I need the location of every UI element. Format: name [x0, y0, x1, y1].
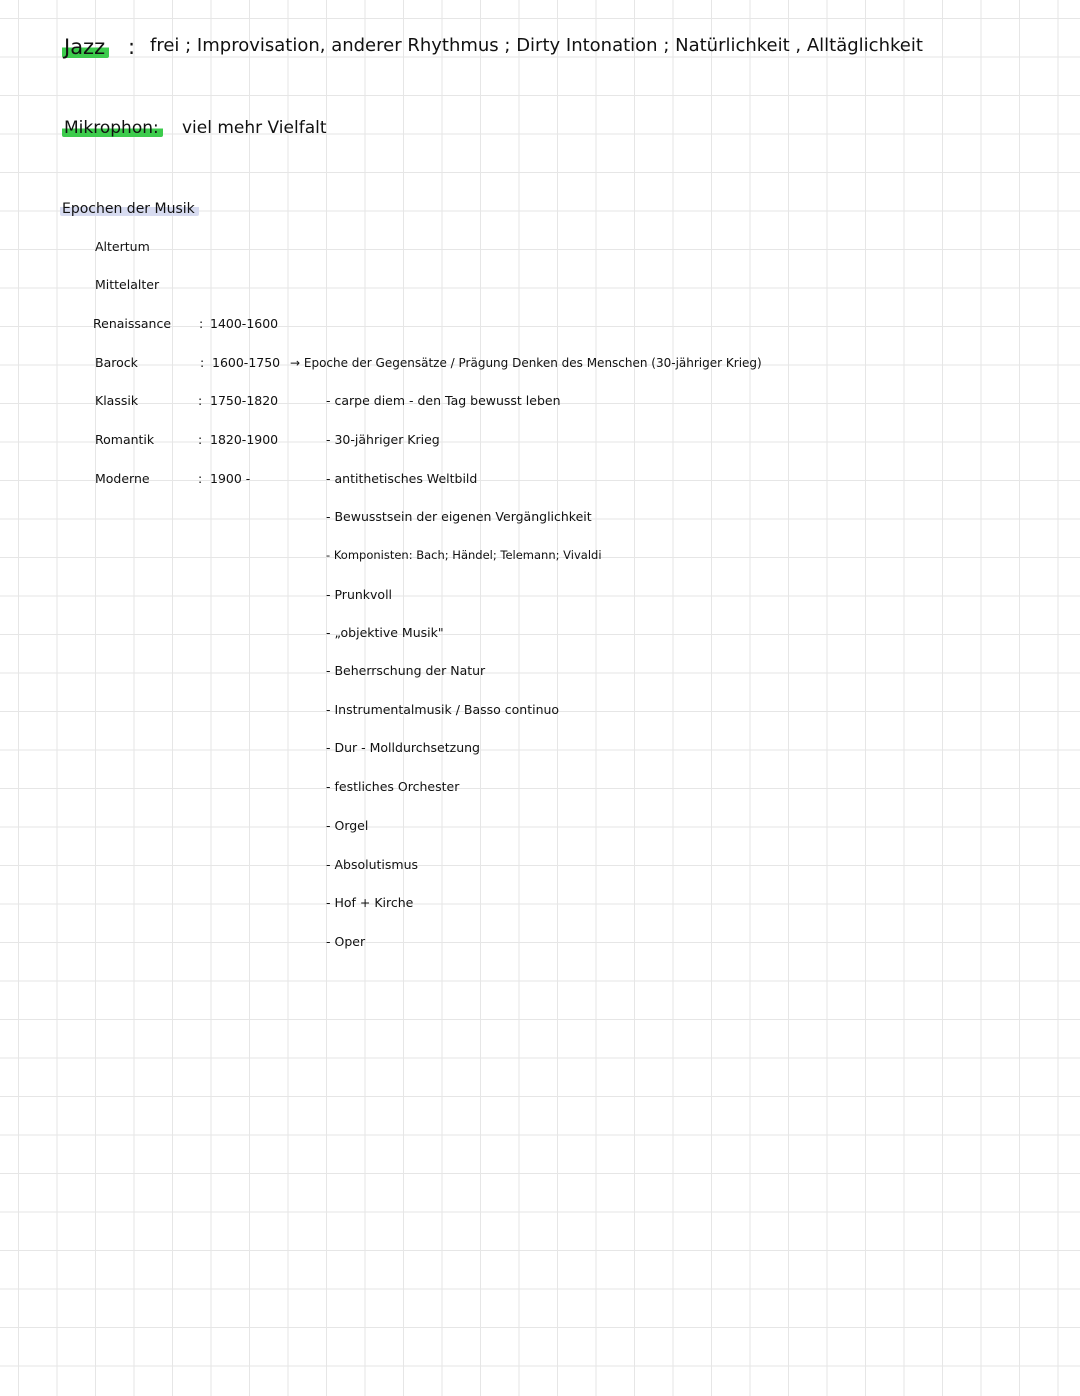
jazz-label: Jazz: [62, 35, 109, 58]
barock-point-2: - 30-jähriger Krieg: [326, 432, 440, 447]
barock-point-12: - Orgel: [326, 818, 369, 833]
era-years-romantik: 1820-1900: [210, 432, 279, 447]
epochen-title: [60, 200, 199, 216]
jazz-heading: [62, 35, 109, 58]
jazz-description: frei ; Improvisation, anderer Rhythmus ; Dirty Intonation ; Natürlichkeit , Alltäglichkeit: [150, 35, 923, 56]
barock-point-11: - festliches Orchester: [326, 779, 460, 794]
era-name-romantik: Romantik: [95, 432, 155, 447]
barock-point-9: - Instrumentalmusik / Basso continuo: [326, 702, 560, 717]
era-sep-renaissance: :: [199, 316, 204, 331]
era-sep-klassik: :: [198, 393, 203, 408]
barock-point-1: - carpe diem - den Tag bewusst leben: [326, 393, 561, 408]
epochen-title-label: Epochen der Musik: [60, 200, 199, 216]
mikrophon-heading: [62, 118, 163, 137]
era-name-mittelalter: Mittelalter: [95, 277, 160, 292]
era-sep-romantik: :: [198, 432, 203, 447]
jazz-separator: :: [128, 35, 136, 59]
barock-point-15: - Oper: [326, 934, 366, 949]
barock-point-13: - Absolutismus: [326, 857, 419, 872]
barock-point-8: - Beherrschung der Natur: [326, 663, 486, 678]
era-name-moderne: Moderne: [95, 471, 150, 486]
era-years-renaissance: 1400-1600: [210, 316, 279, 331]
era-years-moderne: 1900 -: [210, 471, 251, 486]
barock-point-3: - antithetisches Weltbild: [326, 471, 478, 486]
barock-point-10: - Dur - Molldurchsetzung: [326, 740, 480, 755]
era-name-barock: Barock: [95, 355, 138, 370]
era-name-klassik: Klassik: [95, 393, 139, 408]
barock-note: → Epoche der Gegensätze / Prägung Denken des Menschen (30-jähriger Krieg): [290, 356, 762, 370]
barock-point-6: - Prunkvoll: [326, 587, 393, 602]
barock-point-7: - „objektive Musik": [326, 625, 444, 640]
mikrophon-description: viel mehr Vielfalt: [182, 118, 327, 138]
barock-point-5: - Komponisten: Bach; Händel; Telemann; Vivaldi: [326, 548, 602, 562]
mikrophon-label: Mikrophon:: [62, 118, 163, 137]
barock-point-4: - Bewusstsein der eigenen Vergänglichkeit: [326, 509, 592, 524]
era-years-barock: 1600-1750: [212, 355, 281, 370]
barock-point-14: - Hof + Kirche: [326, 895, 414, 910]
era-name-renaissance: Renaissance: [93, 316, 172, 331]
era-sep-moderne: :: [198, 471, 203, 486]
era-years-klassik: 1750-1820: [210, 393, 279, 408]
era-name-altertum: Altertum: [95, 239, 150, 254]
era-sep-barock: :: [200, 355, 205, 370]
